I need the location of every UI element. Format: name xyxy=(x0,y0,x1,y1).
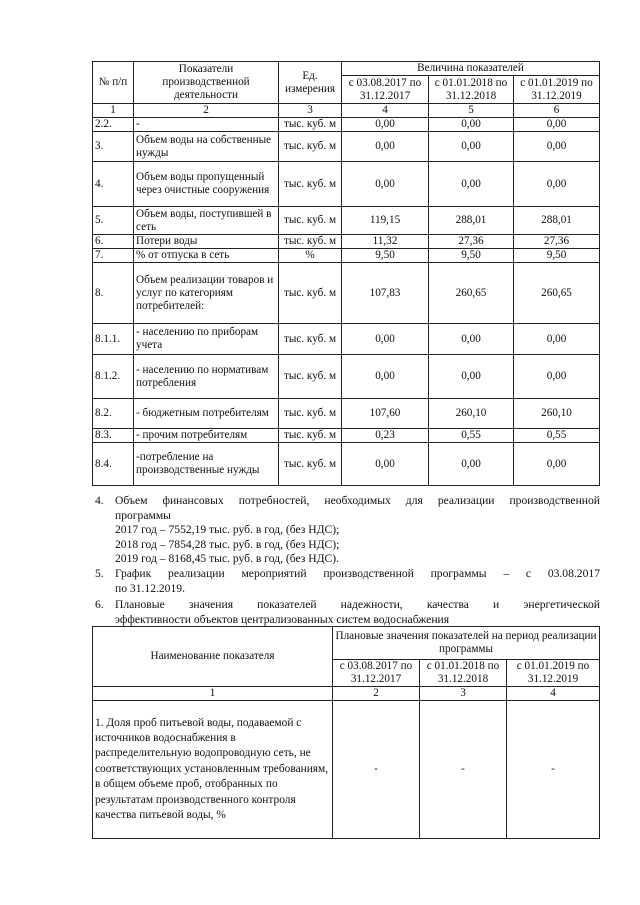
row-number: 8.3. xyxy=(93,429,134,443)
row-value-2018: 260,65 xyxy=(429,263,514,324)
header-period-2017: с 03.08.2017 по 31.12.2017 xyxy=(342,76,429,104)
item-number: 4. xyxy=(95,494,104,507)
header-period-2018: с 01.01.2018 по 31.12.2018 xyxy=(420,660,507,687)
header-period-2019: с 01.01.2019 по 31.12.2019 xyxy=(507,660,600,687)
table-row xyxy=(93,132,600,162)
row-value-2018: 0,00 xyxy=(429,355,514,399)
row-value-2019: 0,00 xyxy=(514,443,600,486)
item-number: 6. xyxy=(95,598,104,611)
row-value-2019: 260,65 xyxy=(514,263,600,324)
financial-needs-section xyxy=(95,494,600,567)
item-text-continued: программы xyxy=(115,508,171,522)
row-unit: тыс. куб. м xyxy=(279,162,342,207)
row-value-2017: 107,83 xyxy=(342,263,429,324)
row-value-2019: 0,00 xyxy=(514,324,600,355)
row-number: 8.1.1. xyxy=(93,324,134,355)
row-unit: тыс. куб. м xyxy=(279,118,342,132)
row-value-2019: 0,00 xyxy=(514,132,600,162)
table-row xyxy=(93,324,600,355)
table-row xyxy=(93,207,600,235)
year-line: 2019 год – 8168,45 тыс. руб. в год, (без НДС). xyxy=(115,552,340,566)
year-line: 2017 год – 7552,19 тыс. руб. в год, (без НДС); xyxy=(115,523,340,537)
row-value-2019: 260,10 xyxy=(514,399,600,429)
row-indicator: - xyxy=(134,118,279,132)
row-value-2018: 0,00 xyxy=(429,443,514,486)
row-number: 8. xyxy=(93,263,134,324)
table-row xyxy=(93,429,600,443)
row-number: 8.4. xyxy=(93,443,134,486)
row-number: 5. xyxy=(93,207,134,235)
row-value-2018: - xyxy=(420,701,507,839)
column-number: 2 xyxy=(333,687,420,701)
planned-values-section xyxy=(95,598,600,627)
column-number: 4 xyxy=(342,104,429,118)
header-indicator-name: Наименование показателя xyxy=(93,627,333,687)
row-value-2017: 0,00 xyxy=(342,132,429,162)
row-unit: тыс. куб. м xyxy=(279,263,342,324)
row-indicator: Объем воды пропущенный через очистные сооружения xyxy=(134,162,279,207)
row-indicator: 1. Доля проб питьевой воды, подаваемой с источников водоснабжения в распределительную водопроводную сеть, не соответствующих установленным требованиям, в общем объеме проб, отобранных по результатам производственного контроля качества питьевой воды, % xyxy=(93,701,333,839)
row-unit: тыс. куб. м xyxy=(279,207,342,235)
column-number: 6 xyxy=(514,104,600,118)
header-value-group: Величина показателей xyxy=(342,62,600,76)
row-indicator: Объем реализации товаров и услуг по категориям потребителей: xyxy=(134,263,279,324)
row-unit: тыс. куб. м xyxy=(279,324,342,355)
year-line: 2018 год – 7854,28 тыс. руб. в год, (без НДС); xyxy=(115,537,340,551)
table-row xyxy=(93,162,600,207)
header-period-2017: с 03.08.2017 по 31.12.2017 xyxy=(333,660,420,687)
table-row xyxy=(93,263,600,324)
production-indicators-table xyxy=(92,61,600,486)
row-value-2017: 0,00 xyxy=(342,355,429,399)
row-number: 4. xyxy=(93,162,134,207)
row-value-2019: 9,50 xyxy=(514,249,600,263)
row-number: 7. xyxy=(93,249,134,263)
column-number: 2 xyxy=(134,104,279,118)
row-unit: тыс. куб. м xyxy=(279,399,342,429)
table-row xyxy=(93,249,600,263)
row-value-2017: 11,32 xyxy=(342,235,429,249)
row-unit: тыс. куб. м xyxy=(279,443,342,486)
row-value-2018: 0,00 xyxy=(429,118,514,132)
row-value-2017: 0,00 xyxy=(342,443,429,486)
row-unit: тыс. куб. м xyxy=(279,132,342,162)
table-row xyxy=(93,443,600,486)
item-text: График реализации мероприятий производственной программы – с 03.08.2017 xyxy=(115,567,600,580)
row-value-2017: 107,60 xyxy=(342,399,429,429)
header-number: № п/п xyxy=(93,62,134,104)
row-number: 8.2. xyxy=(93,399,134,429)
row-value-2019: 288,01 xyxy=(514,207,600,235)
table-row xyxy=(93,701,600,839)
row-value-2018: 0,00 xyxy=(429,132,514,162)
column-number: 3 xyxy=(279,104,342,118)
row-value-2019: 0,00 xyxy=(514,355,600,399)
row-unit: % xyxy=(279,249,342,263)
schedule-section xyxy=(95,567,600,596)
item-text-continued: по 31.12.2019. xyxy=(115,581,185,595)
row-value-2019: 0,00 xyxy=(514,162,600,207)
table-row xyxy=(93,355,600,399)
row-value-2018: 0,00 xyxy=(429,324,514,355)
row-number: 2.2. xyxy=(93,118,134,132)
row-number: 6. xyxy=(93,235,134,249)
financial-needs-heading xyxy=(95,494,600,509)
schedule-line xyxy=(95,567,600,582)
row-value-2017: 0,00 xyxy=(342,162,429,207)
planned-values-line xyxy=(95,598,600,613)
row-number: 3. xyxy=(93,132,134,162)
table-row xyxy=(93,118,600,132)
column-number: 5 xyxy=(429,104,514,118)
column-number: 1 xyxy=(93,687,333,701)
row-value-2017: 9,50 xyxy=(342,249,429,263)
row-value-2018: 0,55 xyxy=(429,429,514,443)
row-value-2018: 9,50 xyxy=(429,249,514,263)
row-indicator: - прочим потребителям xyxy=(134,429,279,443)
row-indicator: - бюджетным потребителям xyxy=(134,399,279,429)
row-value-2018: 260,10 xyxy=(429,399,514,429)
table-row xyxy=(93,235,600,249)
row-value-2017: 0,00 xyxy=(342,118,429,132)
header-planned-group: Плановые значения показателей на период реализации программы xyxy=(333,627,600,660)
item-text-continued: эффективности объектов централизованных систем водоснабжения xyxy=(115,612,450,626)
column-number: 4 xyxy=(507,687,600,701)
header-period-2019: с 01.01.2019 по 31.12.2019 xyxy=(514,76,600,104)
item-number: 5. xyxy=(95,567,104,580)
table-row xyxy=(93,399,600,429)
row-indicator: Объем воды на собственные нужды xyxy=(134,132,279,162)
row-value-2019: 0,00 xyxy=(514,118,600,132)
row-value-2017: 119,15 xyxy=(342,207,429,235)
item-text: Объем финансовых потребностей, необходимых для реализации производственной xyxy=(115,494,600,507)
row-value-2018: 27,36 xyxy=(429,235,514,249)
row-value-2018: 288,01 xyxy=(429,207,514,235)
row-number: 8.1.2. xyxy=(93,355,134,399)
column-number: 3 xyxy=(420,687,507,701)
row-indicator: Потери воды xyxy=(134,235,279,249)
row-indicator: - населению по приборам учета xyxy=(134,324,279,355)
header-period-2018: с 01.01.2018 по 31.12.2018 xyxy=(429,76,514,104)
row-value-2017: 0,23 xyxy=(342,429,429,443)
row-value-2017: 0,00 xyxy=(342,324,429,355)
planned-values-table xyxy=(92,626,600,839)
row-indicator: Объем воды, поступившей в сеть xyxy=(134,207,279,235)
row-value-2019: 0,55 xyxy=(514,429,600,443)
row-unit: тыс. куб. м xyxy=(279,429,342,443)
column-number: 1 xyxy=(93,104,134,118)
row-unit: тыс. куб. м xyxy=(279,235,342,249)
row-unit: тыс. куб. м xyxy=(279,355,342,399)
row-value-2017: - xyxy=(333,701,420,839)
row-value-2019: - xyxy=(507,701,600,839)
row-indicator: - населению по нормативам потребления xyxy=(134,355,279,399)
item-text: Плановые значения показателей надежности, качества и энергетической xyxy=(115,598,600,611)
row-indicator: % от отпуска в сеть xyxy=(134,249,279,263)
header-indicator: Показатели производственной деятельности xyxy=(134,62,279,104)
row-indicator: -потребление на производственные нужды xyxy=(134,443,279,486)
row-value-2019: 27,36 xyxy=(514,235,600,249)
row-value-2018: 0,00 xyxy=(429,162,514,207)
header-unit: Ед. измерения xyxy=(279,62,342,104)
